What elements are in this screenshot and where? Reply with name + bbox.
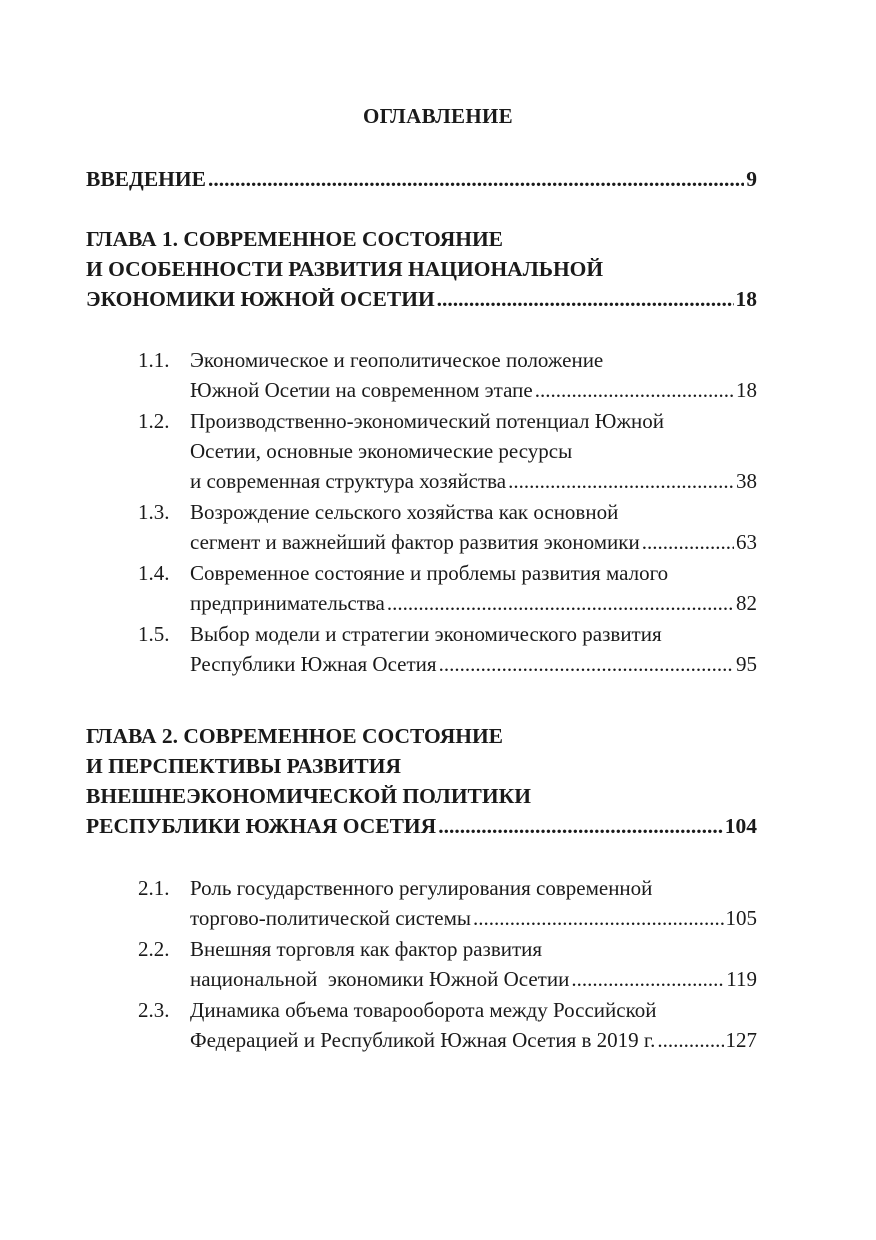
section-number: 1.3. — [138, 500, 170, 524]
section-1-1-line-2[interactable]: Южной Осетии на современном этапе ..... 18 — [190, 375, 757, 405]
section-1-1-line-1[interactable]: Экономическое и геополитическое положение — [190, 348, 604, 372]
section-1-3-line-1[interactable]: Возрождение сельского хозяйства как основной — [190, 500, 619, 524]
page-number: 38 — [736, 469, 757, 493]
section-number: 1.4. — [138, 561, 170, 585]
section-1-2-line-2[interactable]: Осетии, основные экономические ресурсы — [190, 439, 573, 463]
section-2-2-line-2[interactable]: национальной экономики Южной Осетии ..... 119 — [190, 964, 757, 994]
page-number: 63 — [736, 530, 757, 554]
section-2-3-line-2[interactable]: Федерацией и Республикой Южная Осетия в 2019 г. ..... 127 — [190, 1025, 757, 1055]
section-number: 2.2. — [138, 937, 170, 961]
section-2-3-line-1[interactable]: Динамика объема товарооборота между Российской — [190, 998, 657, 1022]
section-2-1-line-2[interactable]: торгово-политической системы ..... 105 — [190, 903, 757, 933]
entry-title: ВВЕДЕНИЕ — [86, 167, 206, 191]
dot-leader — [387, 588, 734, 618]
section-1-2-line-3[interactable]: и современная структура хозяйства ..... 38 — [190, 466, 757, 496]
dot-leader — [535, 375, 734, 405]
chapter-1-title-line-3[interactable]: ЭКОНОМИКИ ЮЖНОЙ ОСЕТИИ ..... 18 — [86, 284, 757, 314]
page-title: ОГЛАВЛЕНИЕ — [363, 104, 513, 128]
page-number: 82 — [736, 591, 757, 615]
section-number: 1.2. — [138, 409, 170, 433]
section-number: 2.1. — [138, 876, 170, 900]
page-number: 127 — [725, 1028, 757, 1052]
dot-leader — [642, 527, 734, 557]
page-number: 18 — [736, 378, 757, 402]
section-number: 1.1. — [138, 348, 170, 372]
chapter-2-title-line-1[interactable]: ГЛАВА 2. СОВРЕМЕННОЕ СОСТОЯНИЕ — [86, 724, 504, 748]
chapter-2-title-line-2[interactable]: И ПЕРСПЕКТИВЫ РАЗВИТИЯ — [86, 754, 402, 778]
page-number: 95 — [736, 652, 757, 676]
chapter-2-title-line-4[interactable]: РЕСПУБЛИКИ ЮЖНАЯ ОСЕТИЯ ..... 104 — [86, 811, 757, 841]
chapter-2-title-line-3[interactable]: ВНЕШНЕЭКОНОМИЧЕСКОЙ ПОЛИТИКИ — [86, 784, 531, 808]
chapter-1-title-line-2[interactable]: И ОСОБЕННОСТИ РАЗВИТИЯ НАЦИОНАЛЬНОЙ — [86, 257, 604, 281]
dot-leader — [508, 466, 734, 496]
section-1-3-line-2[interactable]: сегмент и важнейший фактор развития экономики ..... 63 — [190, 527, 757, 557]
dot-leader — [571, 964, 724, 994]
dot-leader — [438, 811, 723, 841]
dot-leader — [657, 1025, 723, 1055]
dot-leader — [208, 164, 744, 194]
section-2-2-line-1[interactable]: Внешняя торговля как фактор развития — [190, 937, 543, 961]
dot-leader — [437, 284, 734, 314]
section-1-2-line-1[interactable]: Производственно-экономический потенциал Южной — [190, 409, 665, 433]
page-number: 105 — [725, 906, 757, 930]
page-number: 18 — [735, 287, 757, 311]
section-1-4-line-2[interactable]: предпринимательства ..... 82 — [190, 588, 757, 618]
dot-leader — [473, 903, 724, 933]
page-number: 9 — [746, 167, 757, 191]
toc-entry-introduction[interactable] — [86, 164, 757, 194]
section-2-1-line-1[interactable]: Роль государственного регулирования современной — [190, 876, 653, 900]
section-1-4-line-1[interactable]: Современное состояние и проблемы развития малого — [190, 561, 669, 585]
chapter-1-title-line-1[interactable]: ГЛАВА 1. СОВРЕМЕННОЕ СОСТОЯНИЕ — [86, 227, 504, 251]
section-number: 2.3. — [138, 998, 170, 1022]
dot-leader — [439, 649, 734, 679]
page-number: 104 — [724, 814, 757, 838]
page-number: 119 — [726, 967, 757, 991]
section-1-5-line-2[interactable]: Республики Южная Осетия ..... 95 — [190, 649, 757, 679]
section-number: 1.5. — [138, 622, 170, 646]
section-1-5-line-1[interactable]: Выбор модели и стратегии экономического развития — [190, 622, 662, 646]
